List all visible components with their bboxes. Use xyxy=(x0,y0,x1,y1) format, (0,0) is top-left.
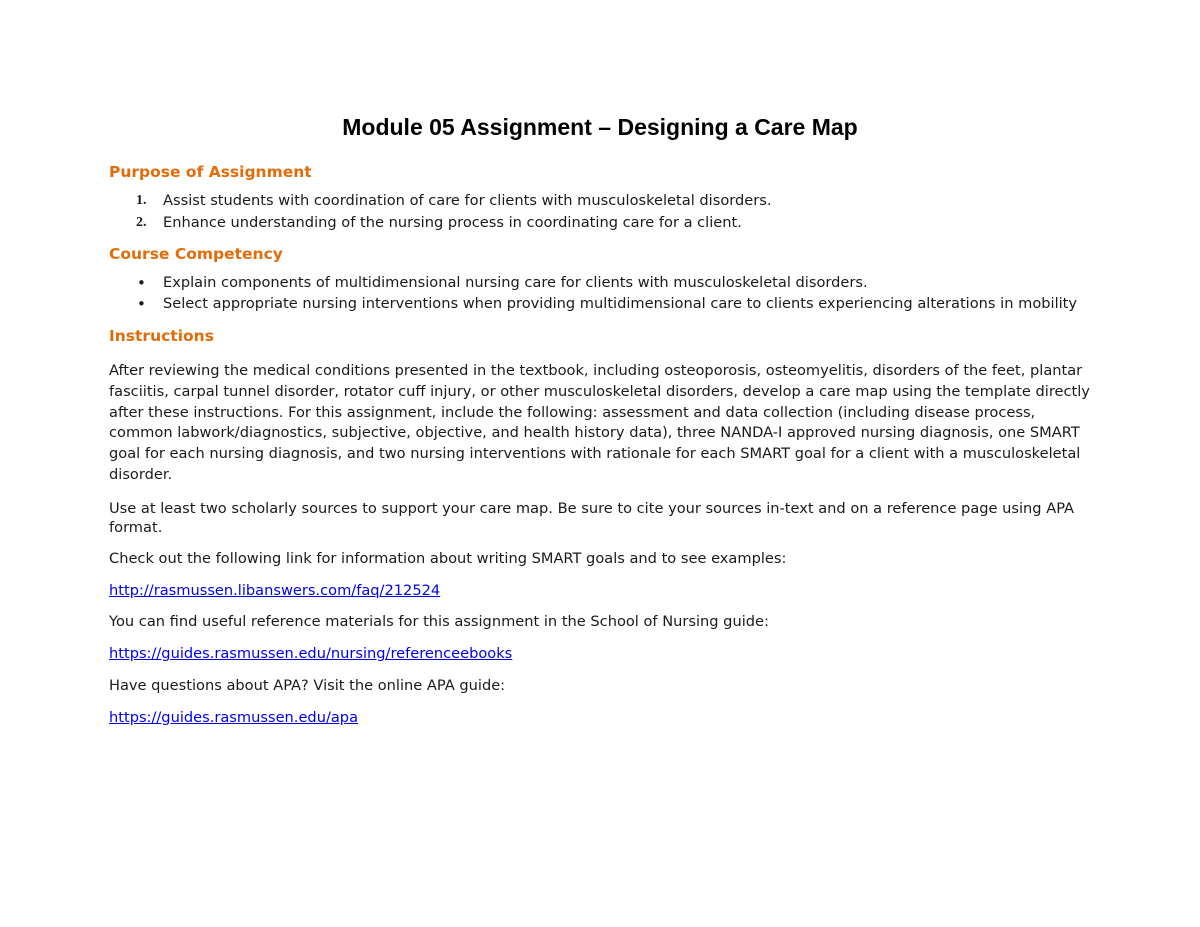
nursing-guide-intro: You can find useful reference materials for this assignment in the School of Nursing guide: xyxy=(109,613,769,631)
list-number: 1. xyxy=(136,193,147,208)
document-page xyxy=(109,112,1094,729)
list-item xyxy=(109,294,1094,314)
nursing-guide-link[interactable]: https://guides.rasmussen.edu/nursing/referenceebooks xyxy=(109,645,513,663)
purpose-list xyxy=(109,191,1094,233)
bullet-icon: • xyxy=(137,295,146,313)
apa-guide-link-line xyxy=(109,708,1094,729)
bullet-icon: • xyxy=(137,273,146,292)
list-item-text: Explain components of multidimensional nursing care for clients with musculoskeletal disorders. xyxy=(163,273,868,291)
purpose-heading: Purpose of Assignment xyxy=(109,163,312,181)
instructions-paragraph: After reviewing the medical conditions presented in the textbook, including osteoporosis, osteomyelitis, disorders of the feet, plantar fasciitis, carpal tunnel disorder, rotator cuff injury, or other musculoskeletal disorders, develop a care map using the template directly after these instructions. For this assignment, include the following: assessment and data collection (including disease process, common labwork/diagnostics, subjective, objective, and health history data), three NANDA-I approved nursing diagnosis, one SMART goal for each nursing diagnosis, and two nursing interventions with rationale for each SMART goal for a client with a musculoskeletal disorder. xyxy=(109,362,1090,483)
list-item-text: Select appropriate nursing interventions when providing multidimensional care to clients experiencing alterations in mobility xyxy=(163,295,1078,312)
sources-paragraph: Use at least two scholarly sources to support your care map. Be sure to cite your sources in-text and on a reference page using APA format. xyxy=(109,499,1075,536)
smart-goals-link[interactable]: http://rasmussen.libanswers.com/faq/212524 xyxy=(109,581,441,599)
apa-guide-link[interactable]: https://guides.rasmussen.edu/apa xyxy=(109,708,359,726)
list-number: 2. xyxy=(136,214,147,230)
list-item xyxy=(109,213,1094,233)
apa-guide-intro: Have questions about APA? Visit the online APA guide: xyxy=(109,676,506,694)
list-item-text: Enhance understanding of the nursing process in coordinating care for a client. xyxy=(163,213,742,231)
nursing-guide-link-line xyxy=(109,644,1094,665)
instructions-heading: Instructions xyxy=(109,327,214,345)
smart-goals-link-line xyxy=(109,581,1094,602)
list-item xyxy=(109,273,1094,293)
competency-heading: Course Competency xyxy=(109,244,283,263)
smart-goals-intro: Check out the following link for information about writing SMART goals and to see examples: xyxy=(109,549,787,567)
competency-list xyxy=(109,273,1094,315)
document-title: Module 05 Assignment – Designing a Care Map xyxy=(342,114,858,140)
list-item xyxy=(109,191,1094,211)
list-item-text: Assist students with coordination of care for clients with musculoskeletal disorders. xyxy=(163,192,772,209)
